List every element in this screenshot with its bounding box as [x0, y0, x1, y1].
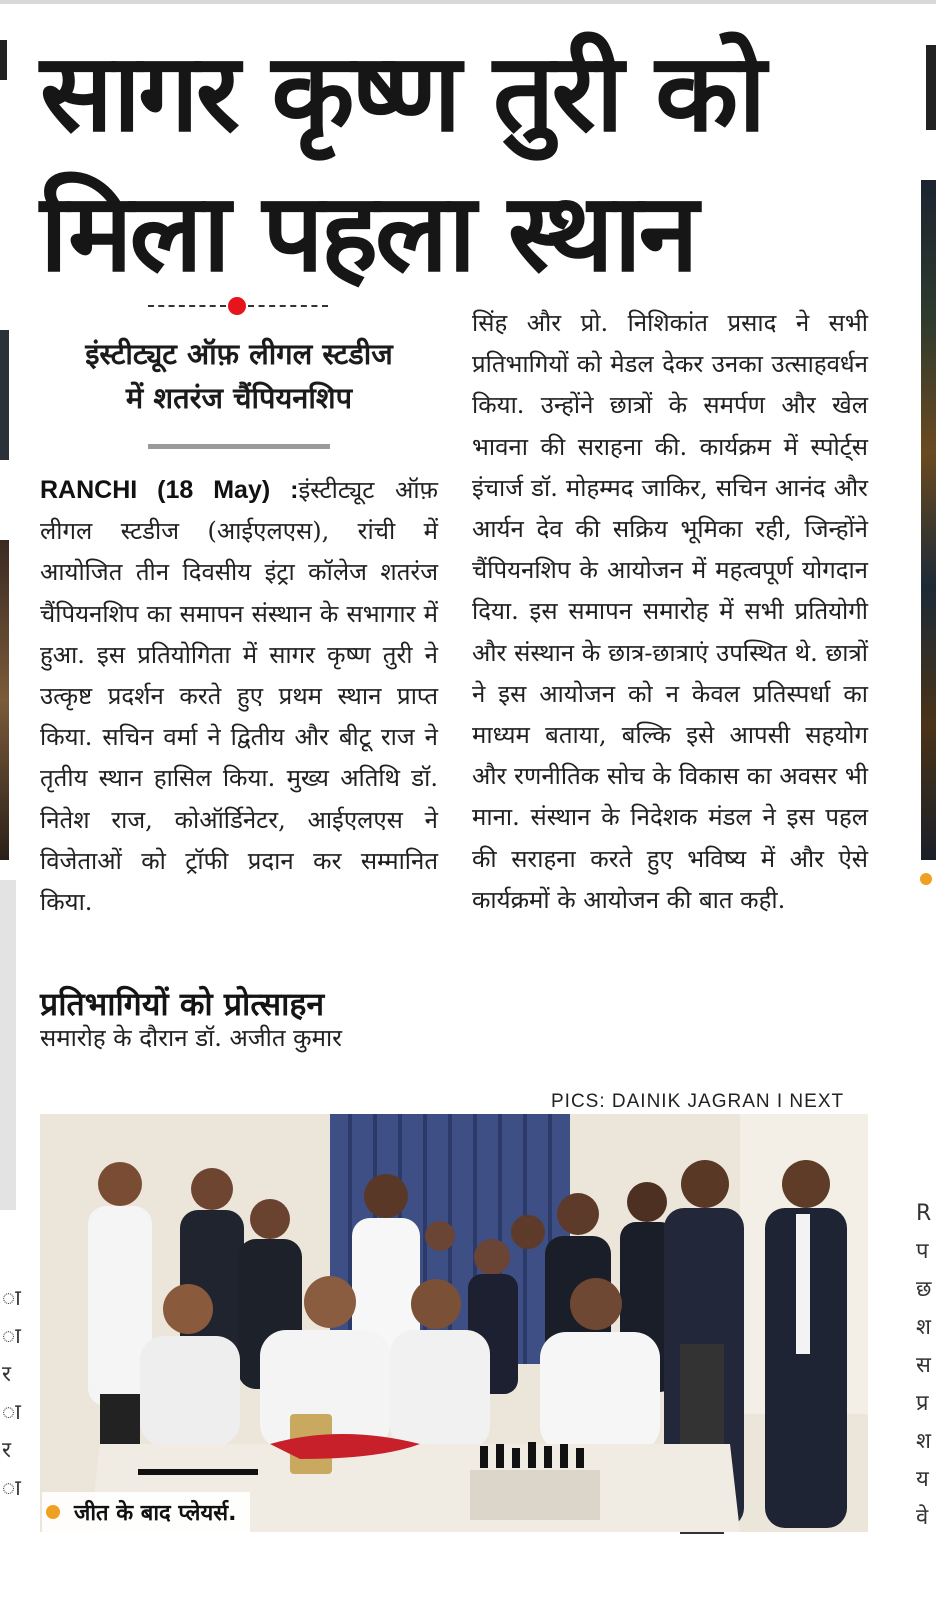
headline-line-2: मिला पहला स्थान	[40, 171, 696, 296]
left-neighbour-photo-fragment-2	[0, 540, 9, 860]
photo-credit: PICS: DAINIK JAGRAN I NEXT	[551, 1091, 845, 1112]
left-neighbour-text-fragment: ा ा र ा र ा	[2, 1286, 21, 1501]
right-neighbour-caption-bullet	[920, 873, 932, 885]
photo-caption	[42, 1492, 250, 1532]
headline-line-1: सागर कृष्ण तुरी को	[40, 31, 764, 156]
section-text: समारोह के दौरान डॉ. अजीत कुमार	[40, 1024, 342, 1052]
dateline: RANCHI (18 May) :	[40, 476, 299, 504]
caption-bullet	[46, 1505, 60, 1519]
section-heading: प्रतिभागियों को प्रोत्साहन	[40, 985, 325, 1023]
headline	[40, 24, 900, 304]
divider-red-dot	[228, 297, 246, 315]
caption-text: जीत के बाद प्लेयर्स.	[74, 1501, 237, 1526]
right-neighbour-headline-fragment	[926, 45, 936, 130]
group-photo	[40, 1114, 868, 1532]
right-column-body: सिंह और प्रो. निशिकांत प्रसाद ने सभी प्रतिभागियों को मेडल देकर उनका उत्साहवर्धन किया. उन्होंने छात्रों के समर्पण और खेल भावना की सराहना की. कार्यक्रम में स्पोर्ट्स इंचार्ज डॉ. मोहम्मद जाकिर, सचिन आनंद और आर्यन देव की सक्रिय भूमिका रही, जिन्होंने चैंपियनशिप के आयोजन में महत्वपूर्ण योगदान दिया. इस समापन समारोह में सभी प्रतियोगी और संस्थान के छात्र-छात्राएं उपस्थित थे. छात्रों ने इस आयोजन को न केवल प्रतिस्पर्धा का माध्यम बताया, बल्कि इसे आपसी सहयोग और रणनीतिक सोच के विकास का अवसर भी माना. संस्थान के निदेशक मंडल ने इस पहल की सराहना करते हुए भविष्य में और ऐसे कार्यक्रमों के आयोजन की बात कही.	[472, 309, 868, 914]
right-neighbour-text-fragment: R प छ श स प्र श य वे	[916, 1201, 932, 1530]
left-column-body	[40, 470, 438, 923]
headline-divider	[148, 300, 328, 312]
left-column-text: इंस्टीट्यूट ऑफ़ लीगल स्टडीज (आईएलएस), रांची में आयोजित तीन दिवसीय इंट्रा कॉलेज शतरंज चैंपियनशिप का समापन संस्थान के सभागार में हुआ. इस प्रतियोगिता में सागर कृष्ण तुरी ने उत्कृष्ट प्रदर्शन करते हुए प्रथम स्थान प्राप्त किया. सचिन वर्मा ने द्वितीय और बीटू राज ने तृतीय स्थान हासिल किया. मुख्य अतिथि डॉ. नितेश राज, कोऑर्डिनेटर, आईएलएस ने विजेताओं को ट्रॉफी प्रदान कर सम्मानित किया.	[40, 476, 438, 917]
subheading-line-2: में शतरंज चैंपियनशिप	[125, 381, 353, 415]
right-neighbour-strip	[914, 0, 936, 1600]
subheading-rule	[148, 444, 330, 449]
left-neighbour-box-fragment	[0, 880, 16, 1210]
right-neighbour-photo-fragment	[921, 180, 936, 860]
left-neighbour-strip	[0, 0, 21, 1600]
subheading	[40, 332, 438, 420]
left-neighbour-photo-fragment	[0, 330, 9, 460]
divider-dash-right	[248, 305, 328, 307]
group-photo-illustration	[40, 1114, 868, 1532]
left-neighbour-headline-fragment	[0, 40, 7, 80]
page-top-rule	[0, 0, 936, 4]
divider-dash-left	[148, 305, 226, 307]
subheading-line-1: इंस्टीट्यूट ऑफ़ लीगल स्टडीज	[85, 337, 393, 371]
